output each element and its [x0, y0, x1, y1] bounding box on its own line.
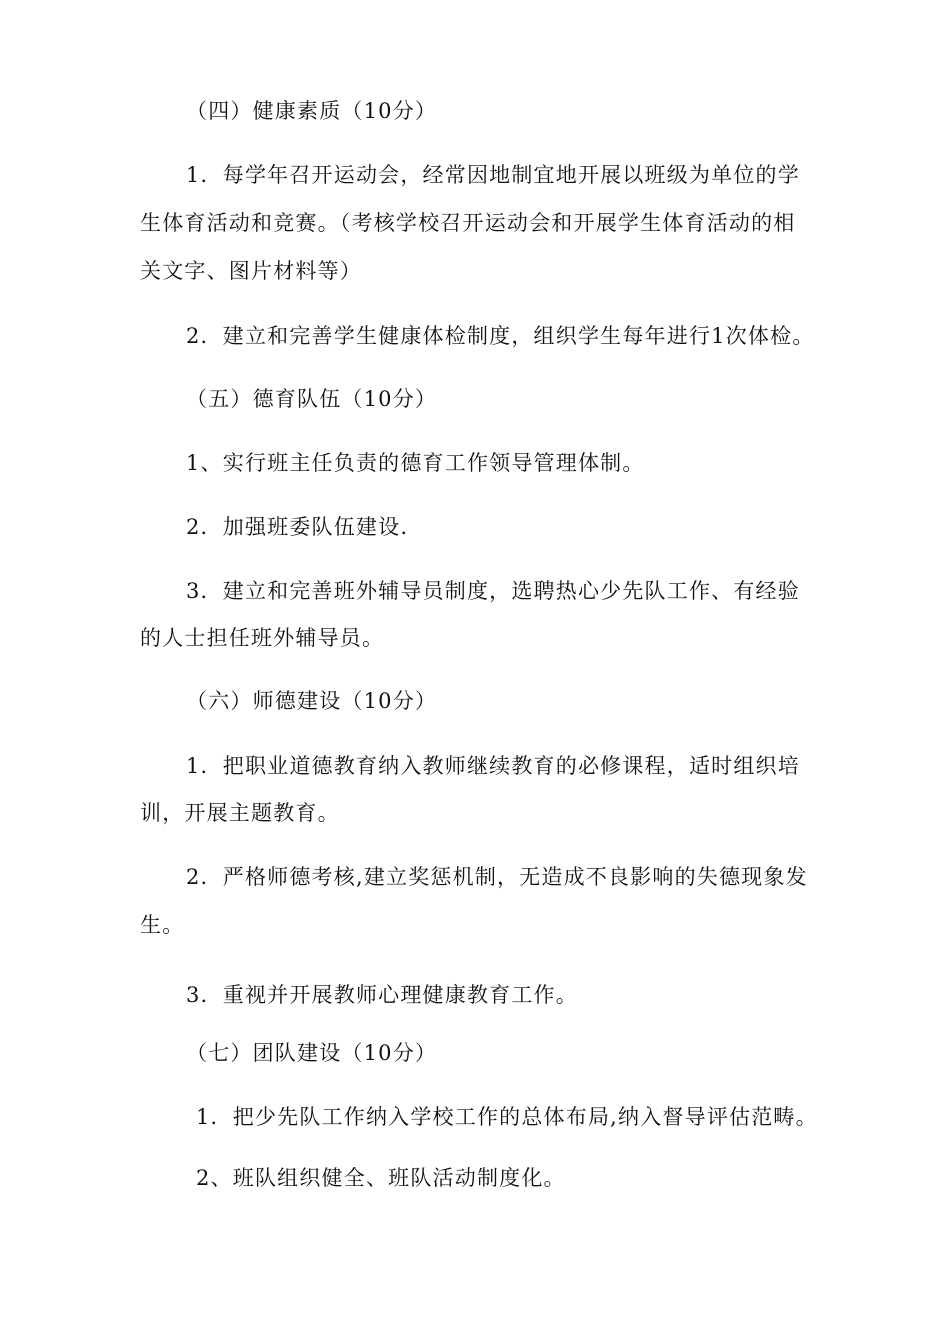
paragraph-line: 1．把职业道德教育纳入教师继续教育的必修课程，适时组织培: [186, 754, 800, 778]
paragraph-line: 训，开展主题教育。: [140, 801, 340, 825]
paragraph-line: 1．把少先队工作纳入学校工作的总体布局,纳入督导评估范畴。: [196, 1105, 818, 1129]
section-heading: （五）德育队伍（10分）: [186, 387, 438, 411]
paragraph-line: 2、班队组织健全、班队活动制度化。: [196, 1166, 566, 1190]
paragraph-line: 2．严格师德考核,建立奖惩机制，无造成不良影响的失德现象发: [186, 865, 808, 889]
paragraph-line: 生体育活动和竞赛。（考核学校召开运动会和开展学生体育活动的相: [140, 211, 796, 235]
paragraph-line: 2．加强班委队伍建设.: [186, 515, 409, 539]
paragraph-line: 3．建立和完善班外辅导员制度，选聘热心少先队工作、有经验: [186, 579, 800, 603]
paragraph-line: 的人士担任班外辅导员。: [140, 626, 385, 650]
paragraph-line: 生。: [140, 913, 185, 937]
section-heading: （七）团队建设（10分）: [186, 1041, 438, 1065]
paragraph-line: 2．建立和完善学生健康体检制度，组织学生每年进行1次体检。: [186, 324, 815, 348]
paragraph-line: 1、实行班主任负责的德育工作领导管理体制。: [186, 451, 645, 475]
section-heading: （六）师德建设（10分）: [186, 689, 438, 713]
section-heading: （四）健康素质（10分）: [186, 99, 438, 123]
paragraph-line: 关文字、图片材料等）: [140, 259, 362, 283]
paragraph-line: 3．重视并开展教师心理健康教育工作。: [186, 983, 578, 1007]
paragraph-line: 1．每学年召开运动会，经常因地制宜地开展以班级为单位的学: [186, 163, 800, 187]
